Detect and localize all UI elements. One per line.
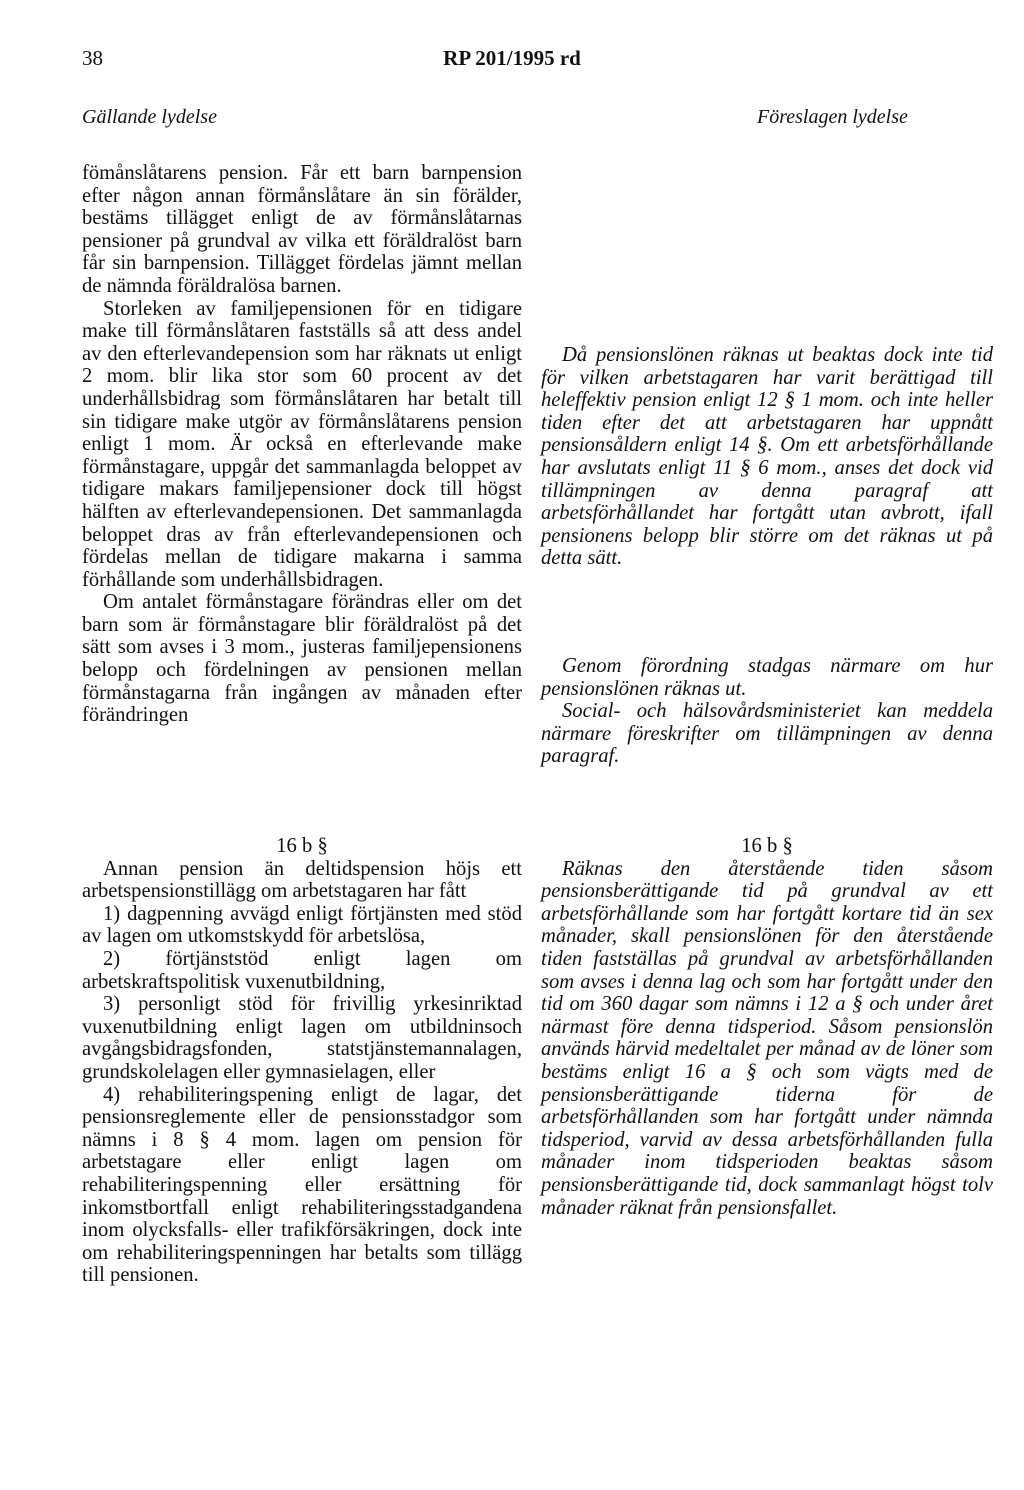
left-section-heading: 16 b §: [276, 835, 328, 857]
document-id: RP 201/1995 rd: [443, 46, 581, 70]
column-heading-current: Gällande lydelse: [82, 106, 217, 128]
right-section-16b: [541, 835, 993, 1219]
left-section-paragraph-1: Annan pension än deltidspension höjs ett arbetspensionstillägg om arbetstagaren har fått: [82, 857, 522, 903]
right-paragraph-3: Social- och hälsovårdsministeriet kan meddela närmare föreskrifter om tillämpningen av denna paragraf.: [541, 700, 993, 768]
left-section-item-2: 2) förtjänststöd enligt lagen om arbetskraftspolitisk vuxenutbildning,: [82, 947, 522, 993]
left-paragraph-1: fömånslåtarens pension. Får ett barn barnpension efter någon annan förmånslåtare än sin förälder, bestäms tillägget enligt de av förmånslåtarnas pensioner på grundval av vilka ett föräldralöst barn får sin barnpension. Tillägget fördelas jämnt mellan de nämnda föräldralösa barnen.: [82, 162, 522, 297]
left-section-item-3: 3) personligt stöd för frivillig yrkesinriktad vuxenutbildning enligt lagen om utbildninsoch avgångsbidragsfonden, statstjänstemannalagen, grundskolelagen eller gymnasielagen, eller: [82, 993, 522, 1083]
right-column-upper: [541, 344, 993, 570]
left-section-item-4: 4) rehabiliteringspening enligt de lagar, det pensionsreglemente eller de pensionsstadgor som nämns i 8 § 4 mom. lagen om pension för arbetstagare eller enligt lagen om rehabiliteringspenning eller ersättning för inkomstbortfall enligt rehabiliteringsstadgandena inom olycksfalls- eller trafikförsäkringen, dock inte om rehabiliteringspenningen har betalts som tillägg till pensionen.: [82, 1083, 522, 1287]
right-column-middle: [541, 655, 993, 768]
left-section-item-1: 1) dagpenning avvägd enligt förtjänsten med stöd av lagen om utkomstskydd för arbetslösa,: [82, 902, 522, 948]
right-section-paragraph-1: Räknas den återstående tiden såsom pensionsberättigande tid på grundval av ett arbetsförhållande som har fortgått kortare tid än sex månader, skall pensionslönen för den återstående tiden fastställas på grundval av arbetsförhållanden som avses i denna lag och som har fortgått under den tid om 360 dagar som nämns i 12 a § och under året närmast före denna tidsperiod. Såsom pensionslön används härvid medeltalet per månad av de löner som bestäms enligt 16 a § och som vägts med de pensionsberättigande tiderna för de arbetsförhållanden som har fortgått under nämnda tidsperiod, varvid av dessa arbetsförhållanden fulla månader inom tidsperioden beaktas såsom pensionsberättigande tid, dock sammanlagt högst tolv månader räknat från pensionsfallet.: [541, 857, 993, 1219]
right-paragraph-1: Då pensionslönen räknas ut beaktas dock inte tid för vilken arbetstagaren har varit berättigad till heleffektiv pension enligt 12 § 1 mom. och inte heller tiden efter det att arbetstagaren har uppnått pensionsåldern enligt 14 §. Om ett arbetsförhållande har avslutats enligt 11 § 6 mom., anses det dock vid tillämpningen av denna paragraf att arbetsförhållandet har fortgått utan avbrott, ifall pensionens belopp blir större om det räknas ut på detta sätt.: [541, 344, 993, 570]
column-heading-proposed: Föreslagen lydelse: [757, 106, 908, 128]
left-section-16b: [82, 835, 522, 1287]
right-paragraph-2: Genom förordning stadgas närmare om hur pensionslönen räknas ut.: [541, 655, 993, 700]
left-paragraph-3: Om antalet förmånstagare förändras eller om det barn som är förmånstagare blir föräldralöst på det sätt som avses i 3 mom., justeras familjepensionens belopp och fördelningen av pensionen mellan förmånstagarna från ingången av månaden efter förändringen: [82, 591, 522, 727]
left-column-upper: [82, 162, 522, 727]
right-section-heading: 16 b §: [741, 835, 793, 857]
left-paragraph-2: Storleken av familjepensionen för en tidigare make till förmånslåtaren fastställs så att dess andel av den efterlevandepension som har räknats ut enligt 2 mom. blir lika stor som 60 procent av det underhållsbidrag som förmånslåtaren har betalt till sin tidigare make utgör av förmånslåtarens pension enligt 1 mom. Är också en efterlevande make förmånstagare, uppgår det sammanlagda beloppet av tidigare makars familjepensioner dock till högst hälften av efterlevandepensionen. Det sammanlagda beloppet dras av från efterlevandepensionen och fördelas mellan de tidigare makarna i samma förhållande som underhållsbidragen.: [82, 297, 522, 591]
page-number: 38: [82, 46, 103, 70]
